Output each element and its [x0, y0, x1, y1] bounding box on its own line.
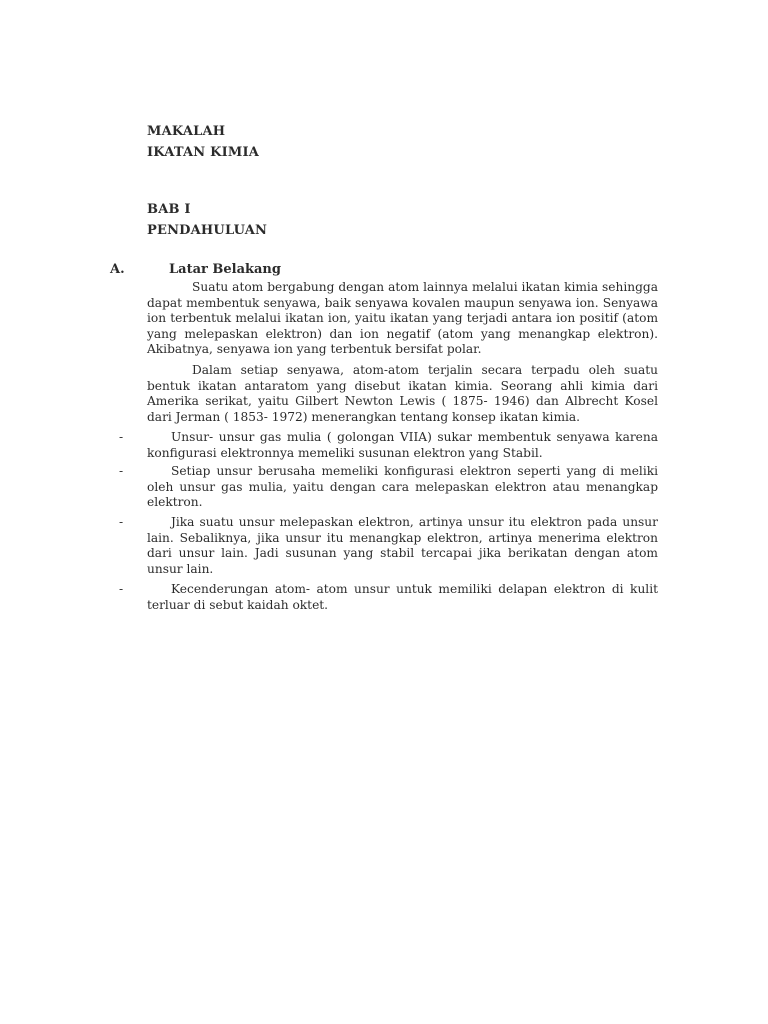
document-title-line2: IKATAN KIMIA: [147, 145, 260, 160]
bullet-text: Unsur- unsur gas mulia ( golongan VIIA) sukar membentuk senyawa karena konfigurasi elektronnya memeliki susunan elektron yang Stabil.: [147, 430, 658, 460]
chapter-title: PENDAHULUAN: [147, 223, 268, 238]
section-title: Latar Belakang: [169, 262, 281, 277]
bullet-marker: -: [119, 464, 124, 478]
bullet-marker: -: [119, 430, 124, 444]
bullet-text: Kecenderungan atom- atom unsur untuk memiliki delapan elektron di kulit terluar di sebut kaidah oktet.: [147, 582, 658, 612]
chapter-number: BAB I: [147, 202, 191, 217]
bullet-text: Setiap unsur berusaha memeliki konfigurasi elektron seperti yang di meliki oleh unsur gas mulia, yaitu dengan cara melepaskan elektron atau menangkap elektron.: [147, 464, 658, 510]
section-marker: A.: [110, 262, 125, 277]
paragraph: Suatu atom bergabung dengan atom lainnya melalui ikatan kimia sehingga dapat membentuk senyawa, baik senyawa kovalen maupun senyawa ion. Senyawa ion terbentuk melalui ikatan ion, yaitu ikatan yang terjadi antara ion positif (atom yang melepaskan elektron) dan ion negatif (atom yang menangkap elektron). Akibatnya, senyawa ion yang terbentuk bersifat polar.: [147, 280, 658, 357]
bullet-text: Jika suatu unsur melepaskan elektron, artinya unsur itu elektron pada unsur lain. Sebaliknya, jika unsur itu menangkap elektron, artinya menerima elektron dari unsur lain. Jadi susunan yang stabil tercapai jika berikatan dengan atom unsur lain.: [147, 515, 658, 576]
document-title-line1: MAKALAH: [147, 124, 226, 139]
bullet-marker: -: [119, 515, 124, 529]
paragraph: Dalam setiap senyawa, atom-atom terjalin secara terpadu oleh suatu bentuk ikatan antaratom yang disebut ikatan kimia. Seorang ahli kimia dari Amerika serikat, yaitu Gilbert Newton Lewis ( 1875- 1946) dan Albrecht Kosel dari Jerman ( 1853- 1972) menerangkan tentang konsep ikatan kimia.: [147, 363, 658, 424]
bullet-marker: -: [119, 582, 124, 596]
